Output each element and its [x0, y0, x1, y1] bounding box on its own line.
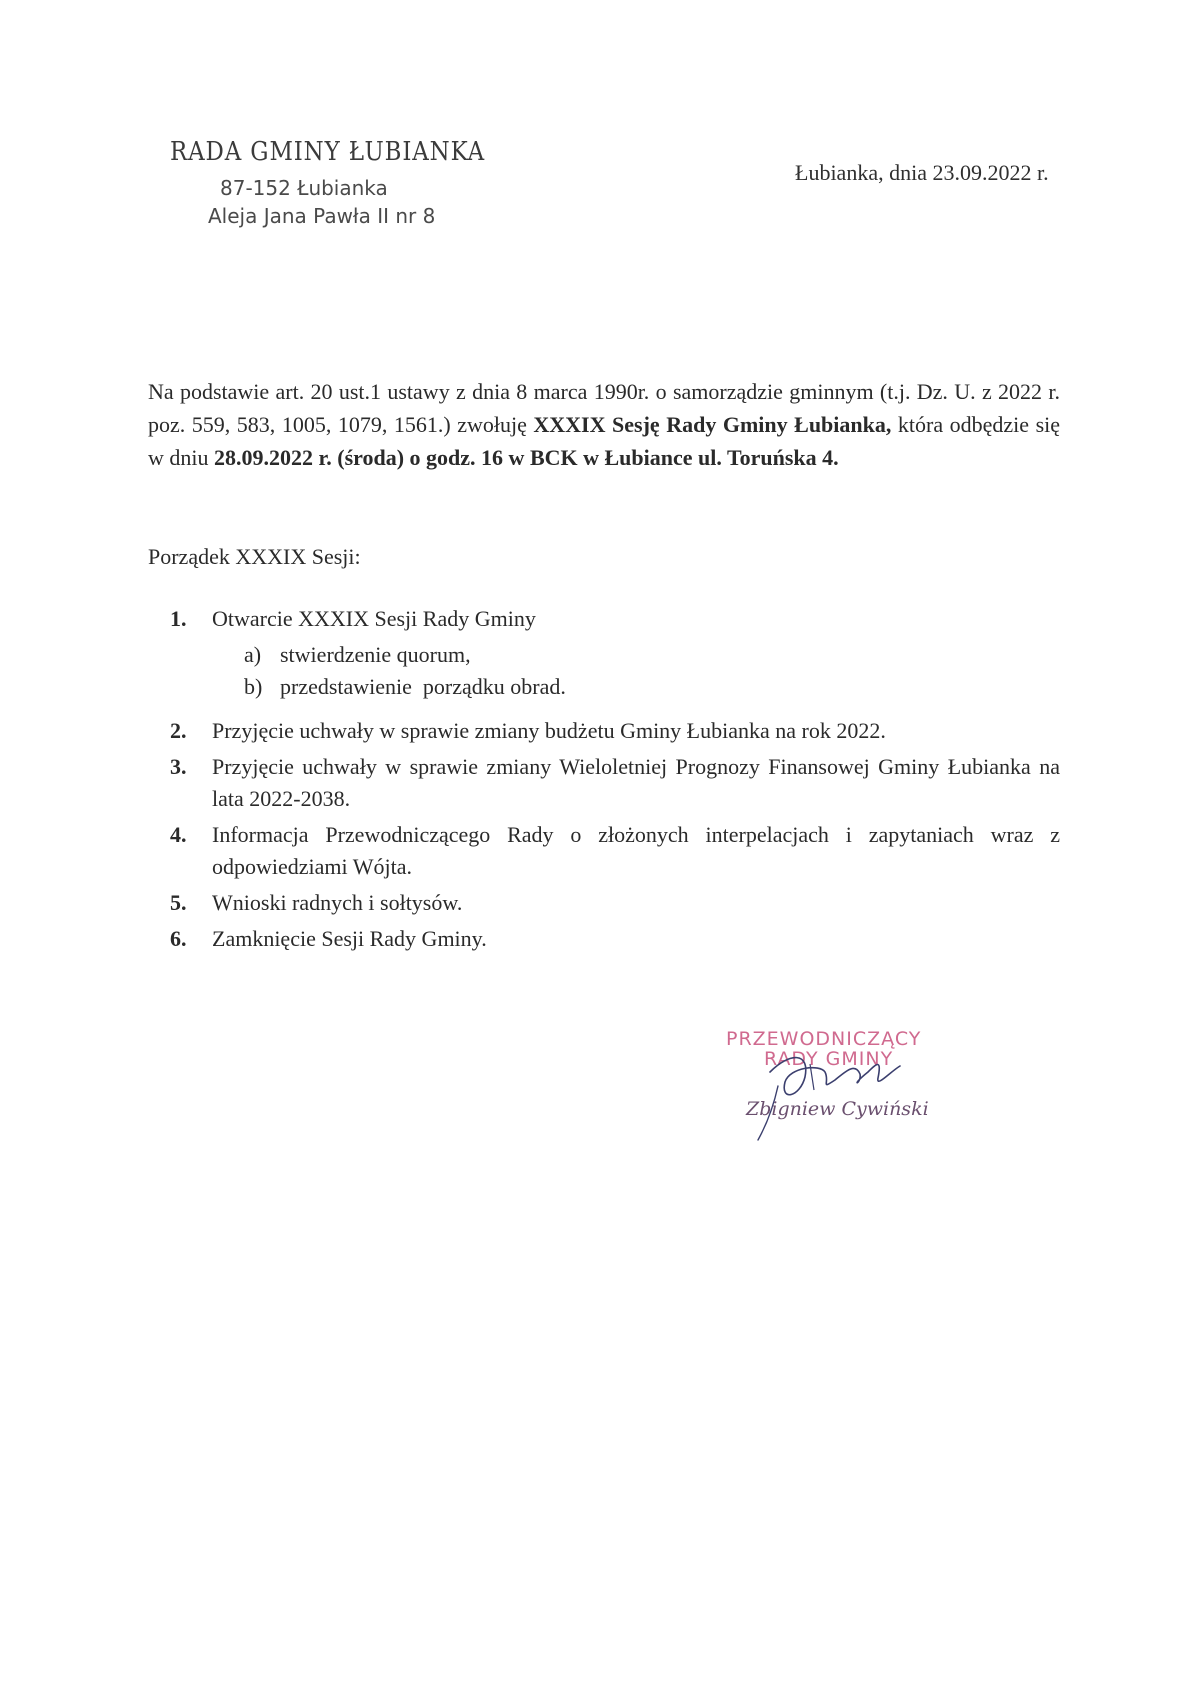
- agenda-item-number: 5.: [170, 890, 187, 915]
- agenda-item: [170, 887, 1060, 919]
- handwritten-signature-icon: [750, 1042, 930, 1142]
- intro-text-2: która odbędzie się w dniu: [148, 412, 1061, 470]
- agenda-sub-letter: b): [244, 674, 263, 699]
- agenda-item: [170, 603, 1060, 635]
- agenda-list: [170, 603, 1060, 959]
- agenda-item-text: Wnioski radnych i sołtysów.: [212, 890, 463, 915]
- agenda-item-text: Przyjęcie uchwały w sprawie zmiany budżetu Gminy Łubianka na rok 2022.: [212, 718, 886, 743]
- agenda-sub-item: [244, 671, 1060, 703]
- intro-bold-1: XXXIX Sesję Rady Gminy Łubianka,: [533, 412, 892, 437]
- agenda-title: Porządek XXXIX Sesji:: [148, 544, 361, 569]
- agenda-item-number: 6.: [170, 926, 187, 951]
- agenda-item-text: Przyjęcie uchwały w sprawie zmiany Wieloletniej Prognozy Finansowej Gminy Łubianka na lata 2022-2038.: [212, 754, 1060, 811]
- header-stamp: [170, 136, 490, 230]
- signature-stamp-line2: RADY GMINY: [764, 1048, 894, 1070]
- org-address: Aleja Jana Pawła II nr 8: [208, 204, 436, 228]
- agenda-item: [170, 923, 1060, 955]
- agenda-item-text: Zamknięcie Sesji Rady Gminy.: [212, 926, 487, 951]
- org-name: RADA GMINY ŁUBIANKA: [170, 137, 486, 167]
- agenda-item: [170, 715, 1060, 747]
- intro-paragraph: [148, 375, 1060, 474]
- agenda-item: [170, 751, 1060, 815]
- agenda-item-number: 2.: [170, 718, 187, 743]
- signature-stamp-line1: PRZEWODNICZĄCY: [726, 1028, 922, 1050]
- date-line: Łubianka, dnia 23.09.2022 r.: [795, 160, 1049, 185]
- signature-name: Zbigniew Cywiński: [746, 1098, 929, 1120]
- signature-block: [720, 1028, 960, 1148]
- agenda-sub-list: [170, 639, 1060, 703]
- agenda-item-number: 1.: [170, 606, 187, 631]
- agenda-sub-text: stwierdzenie quorum,: [280, 642, 471, 667]
- agenda-sub-item: [244, 639, 1060, 671]
- agenda-item-number: 3.: [170, 754, 187, 779]
- agenda-sub-text: przedstawienie porządku obrad.: [280, 674, 566, 699]
- agenda-item-text: Informacja Przewodniczącego Rady o złożonych interpelacjach i zapytaniach wraz z odpowiedziami Wójta.: [212, 822, 1060, 879]
- agenda-item: [170, 819, 1060, 883]
- intro-bold-2: 28.09.2022 r. (środa) o godz. 16 w BCK w Łubiance ul. Toruńska 4.: [214, 445, 839, 470]
- org-postal: 87-152 Łubianka: [220, 176, 388, 200]
- agenda-item-number: 4.: [170, 822, 187, 847]
- intro-text-1: Na podstawie art. 20 ust.1 ustawy z dnia 8 marca 1990r. o samorządzie gminnym (t.j. Dz. U. z 2022 r. poz. 559, 583, 1005, 1079, 1561.) zwołuję: [148, 379, 1060, 437]
- agenda-item-text: Otwarcie XXXIX Sesji Rady Gminy: [212, 606, 536, 631]
- agenda-sub-letter: a): [244, 642, 262, 667]
